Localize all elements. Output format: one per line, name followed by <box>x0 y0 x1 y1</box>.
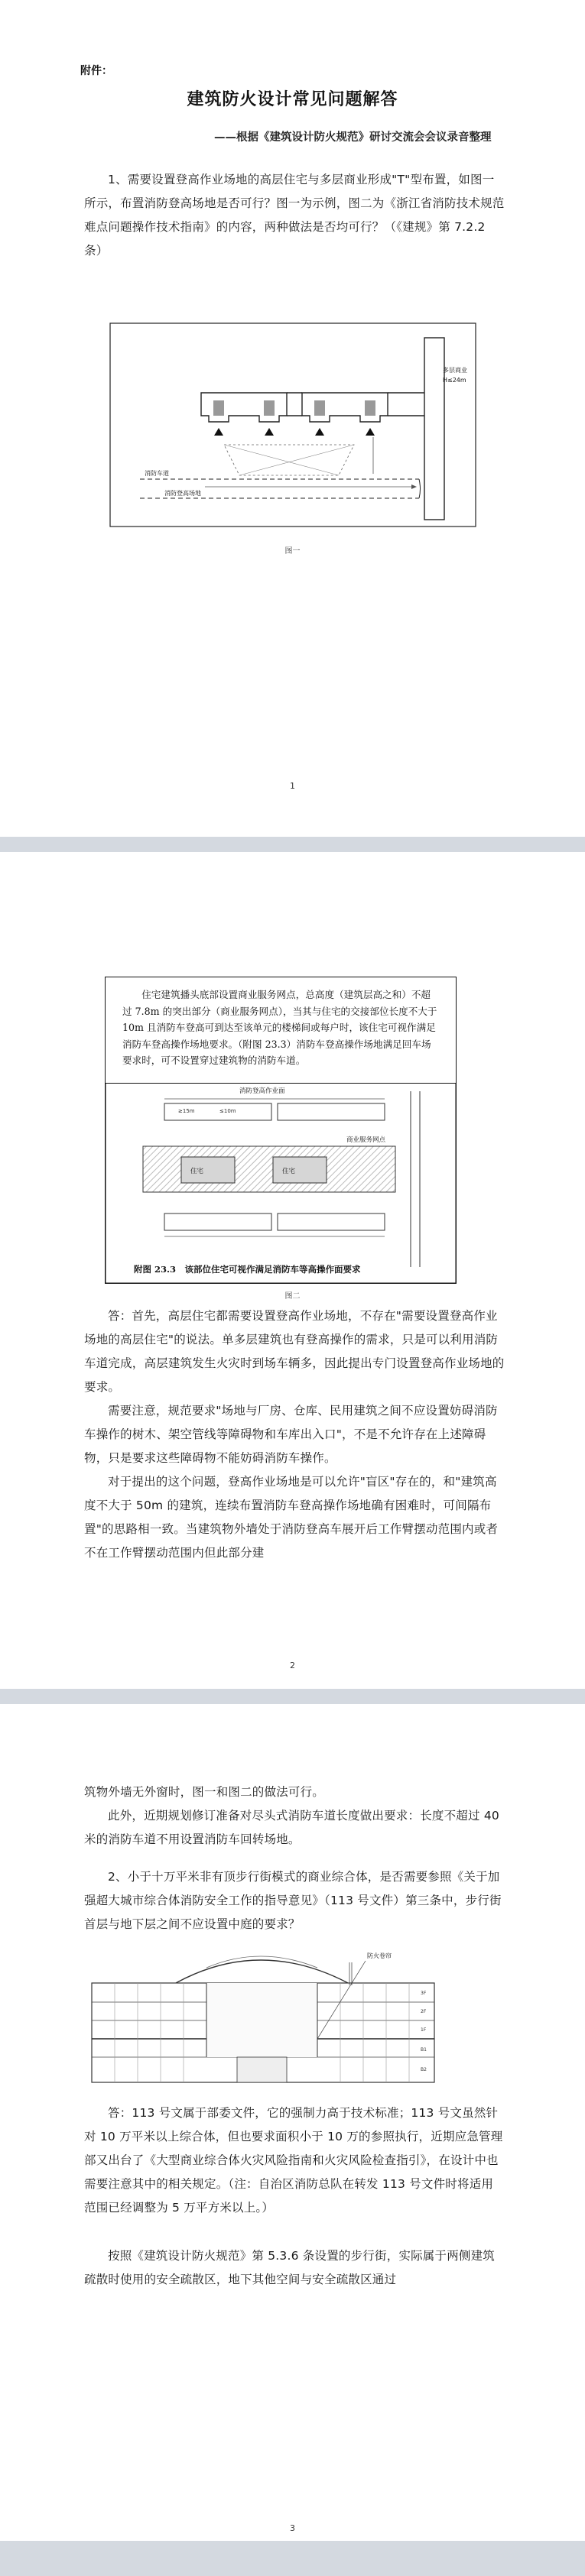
svg-text:B1: B1 <box>421 2047 427 2053</box>
fig1-label-road: 消防车道 <box>145 470 169 477</box>
svg-text:B2: B2 <box>421 2067 427 2072</box>
figure-1-caption: 图一 <box>284 547 301 556</box>
fig2-label-top: 消防登高作业面 <box>239 1087 285 1095</box>
answer-1-para-2: 需要注意，规范要求"场地与厂房、仓库、民用建筑之间不应设置妨碍消防车操作的树木、架空管线等障碍物和车库出入口"，不是不允许存在上述障碍物，只是要求这些障碍物不能妨碍消防车操作。 <box>84 1404 498 1465</box>
figure-1-site-plan <box>109 322 476 527</box>
fig1-label-height: H≤24m <box>443 377 466 384</box>
page-number-2: 2 <box>290 1661 295 1670</box>
fig2-label-house1: 住宅 <box>190 1168 204 1175</box>
fig1-label-building: 多层商业 <box>443 367 467 374</box>
fig2-label-house2: 住宅 <box>282 1168 296 1175</box>
excerpt-text: 住宅建筑播头底部设置商业服务网点，总高度（建筑层高之和）不超过 7.8m 的突出部分（商业服务网点），当其与住宅的交接部位长度不大于 10m 且消防车登高可到达至该单元的楼梯间或每户时，该住宅可视作满足消防车登高操作场地要求。（附图 23.3）消防车登高操作场地满足回车场要求时，可不设置穿过建筑物的消防车道。 <box>122 989 437 1066</box>
figure-3-section <box>84 1941 459 2092</box>
question-2: 2、小于十万平米非有顶步行街模式的商业综合体，是否需要参照《关于加强超大城市综合体消防安全工作的指导意见》（113 号文件）第三条中，步行街首层与地下层之间不应设置中庭的要求？ <box>84 1870 502 1931</box>
answer-2-para-1: 答：113 号文属于部委文件，它的强制力高于技术标准；113 号文虽然针对 10 万平米以上综合体，但也要求面积小于 10 万的参照执行，近期应急管理部又出台了《大型商业综合体火灾风险指南和火灾风险检查指引》，在设计中也需要注意其中的相关规定。（注：自治区消防总队在转发 113 号文件时将适用范围已经调整为 5 万平方米以上。） <box>84 2106 503 2215</box>
page-2 <box>0 852 585 1689</box>
answer-1-para-4: 筑物外墙无外窗时，图一和图二的做法可行。 <box>84 1785 325 1799</box>
svg-text:1F: 1F <box>421 2027 427 2033</box>
page-3 <box>0 1704 585 2541</box>
answer-1-para-5: 此外，近期规划修订准备对尽头式消防车道长度做出要求：长度不超过 40 米的消防车道不用设置消防车回转场地。 <box>84 1809 499 1846</box>
figure-2-diagram <box>105 1084 457 1284</box>
page-number-3: 3 <box>290 2523 295 2533</box>
fig1-label-platform: 消防登高场地 <box>164 490 201 497</box>
excerpt-caption: 附图 23.3 该部位住宅可视作满足消防车等高操作面要求 <box>134 1264 361 1275</box>
svg-text:3F: 3F <box>421 1991 427 1996</box>
document-title: 建筑防火设计常见问题解答 <box>187 90 398 109</box>
page-gap <box>0 837 585 852</box>
fig2-dim-a: ≥15m <box>178 1108 195 1114</box>
fig2-dim-b: ≤10m <box>219 1108 236 1114</box>
page-1 <box>0 0 585 837</box>
answer-2-para-2: 按照《建筑设计防火规范》第 5.3.6 条设置的步行街，实际属于两侧建筑疏散时使用的安全疏散区，地下其他空间与安全疏散区通过 <box>84 2249 495 2286</box>
attachment-label: 附件： <box>80 65 112 77</box>
page-number-1: 1 <box>290 781 295 791</box>
document-subtitle: ——根据《建筑设计防火规范》研讨交流会会议录音整理 <box>214 131 492 144</box>
fig3-label-fire-door: 防火卷帘 <box>367 1952 392 1959</box>
page-gap <box>0 1689 585 1704</box>
answer-1-para-3: 对于提出的这个问题，登高作业场地是可以允许"盲区"存在的，和"建筑高度不大于 50m 的建筑，连续布置消防车登高操作场地确有困难时，可间隔布置"的思路相一致。当建筑物外墙处于消防登高车展开后工作臂摆动范围内或者不在工作臂摆动范围内但此部分建 <box>84 1475 499 1560</box>
fig2-label-mid: 商业服务网点 <box>346 1136 386 1144</box>
svg-text:2F: 2F <box>421 2009 427 2014</box>
answer-1-para-1: 答：首先，高层住宅都需要设置登高作业场地，不存在"需要设置登高作业场地的高层住宅"的说法。单多层建筑也有登高操作的需求，只是可以利用消防车道完成，高层建筑发生火灾时到场车辆多，因此提出专门设置登高作业场地的要求。 <box>84 1309 505 1394</box>
question-1: 1、需要设置登高作业场地的高层住宅与多层商业形成"T"型布置，如图一所示，布置消防登高场地是否可行？图一为示例，图二为《浙江省消防技术规范难点问题操作技术指南》的内容，两种做法是否均可行？（《建规》第 7.2.2 条） <box>84 173 505 258</box>
excerpt-box <box>105 977 457 1084</box>
figure-2-caption: 图二 <box>284 1292 301 1301</box>
